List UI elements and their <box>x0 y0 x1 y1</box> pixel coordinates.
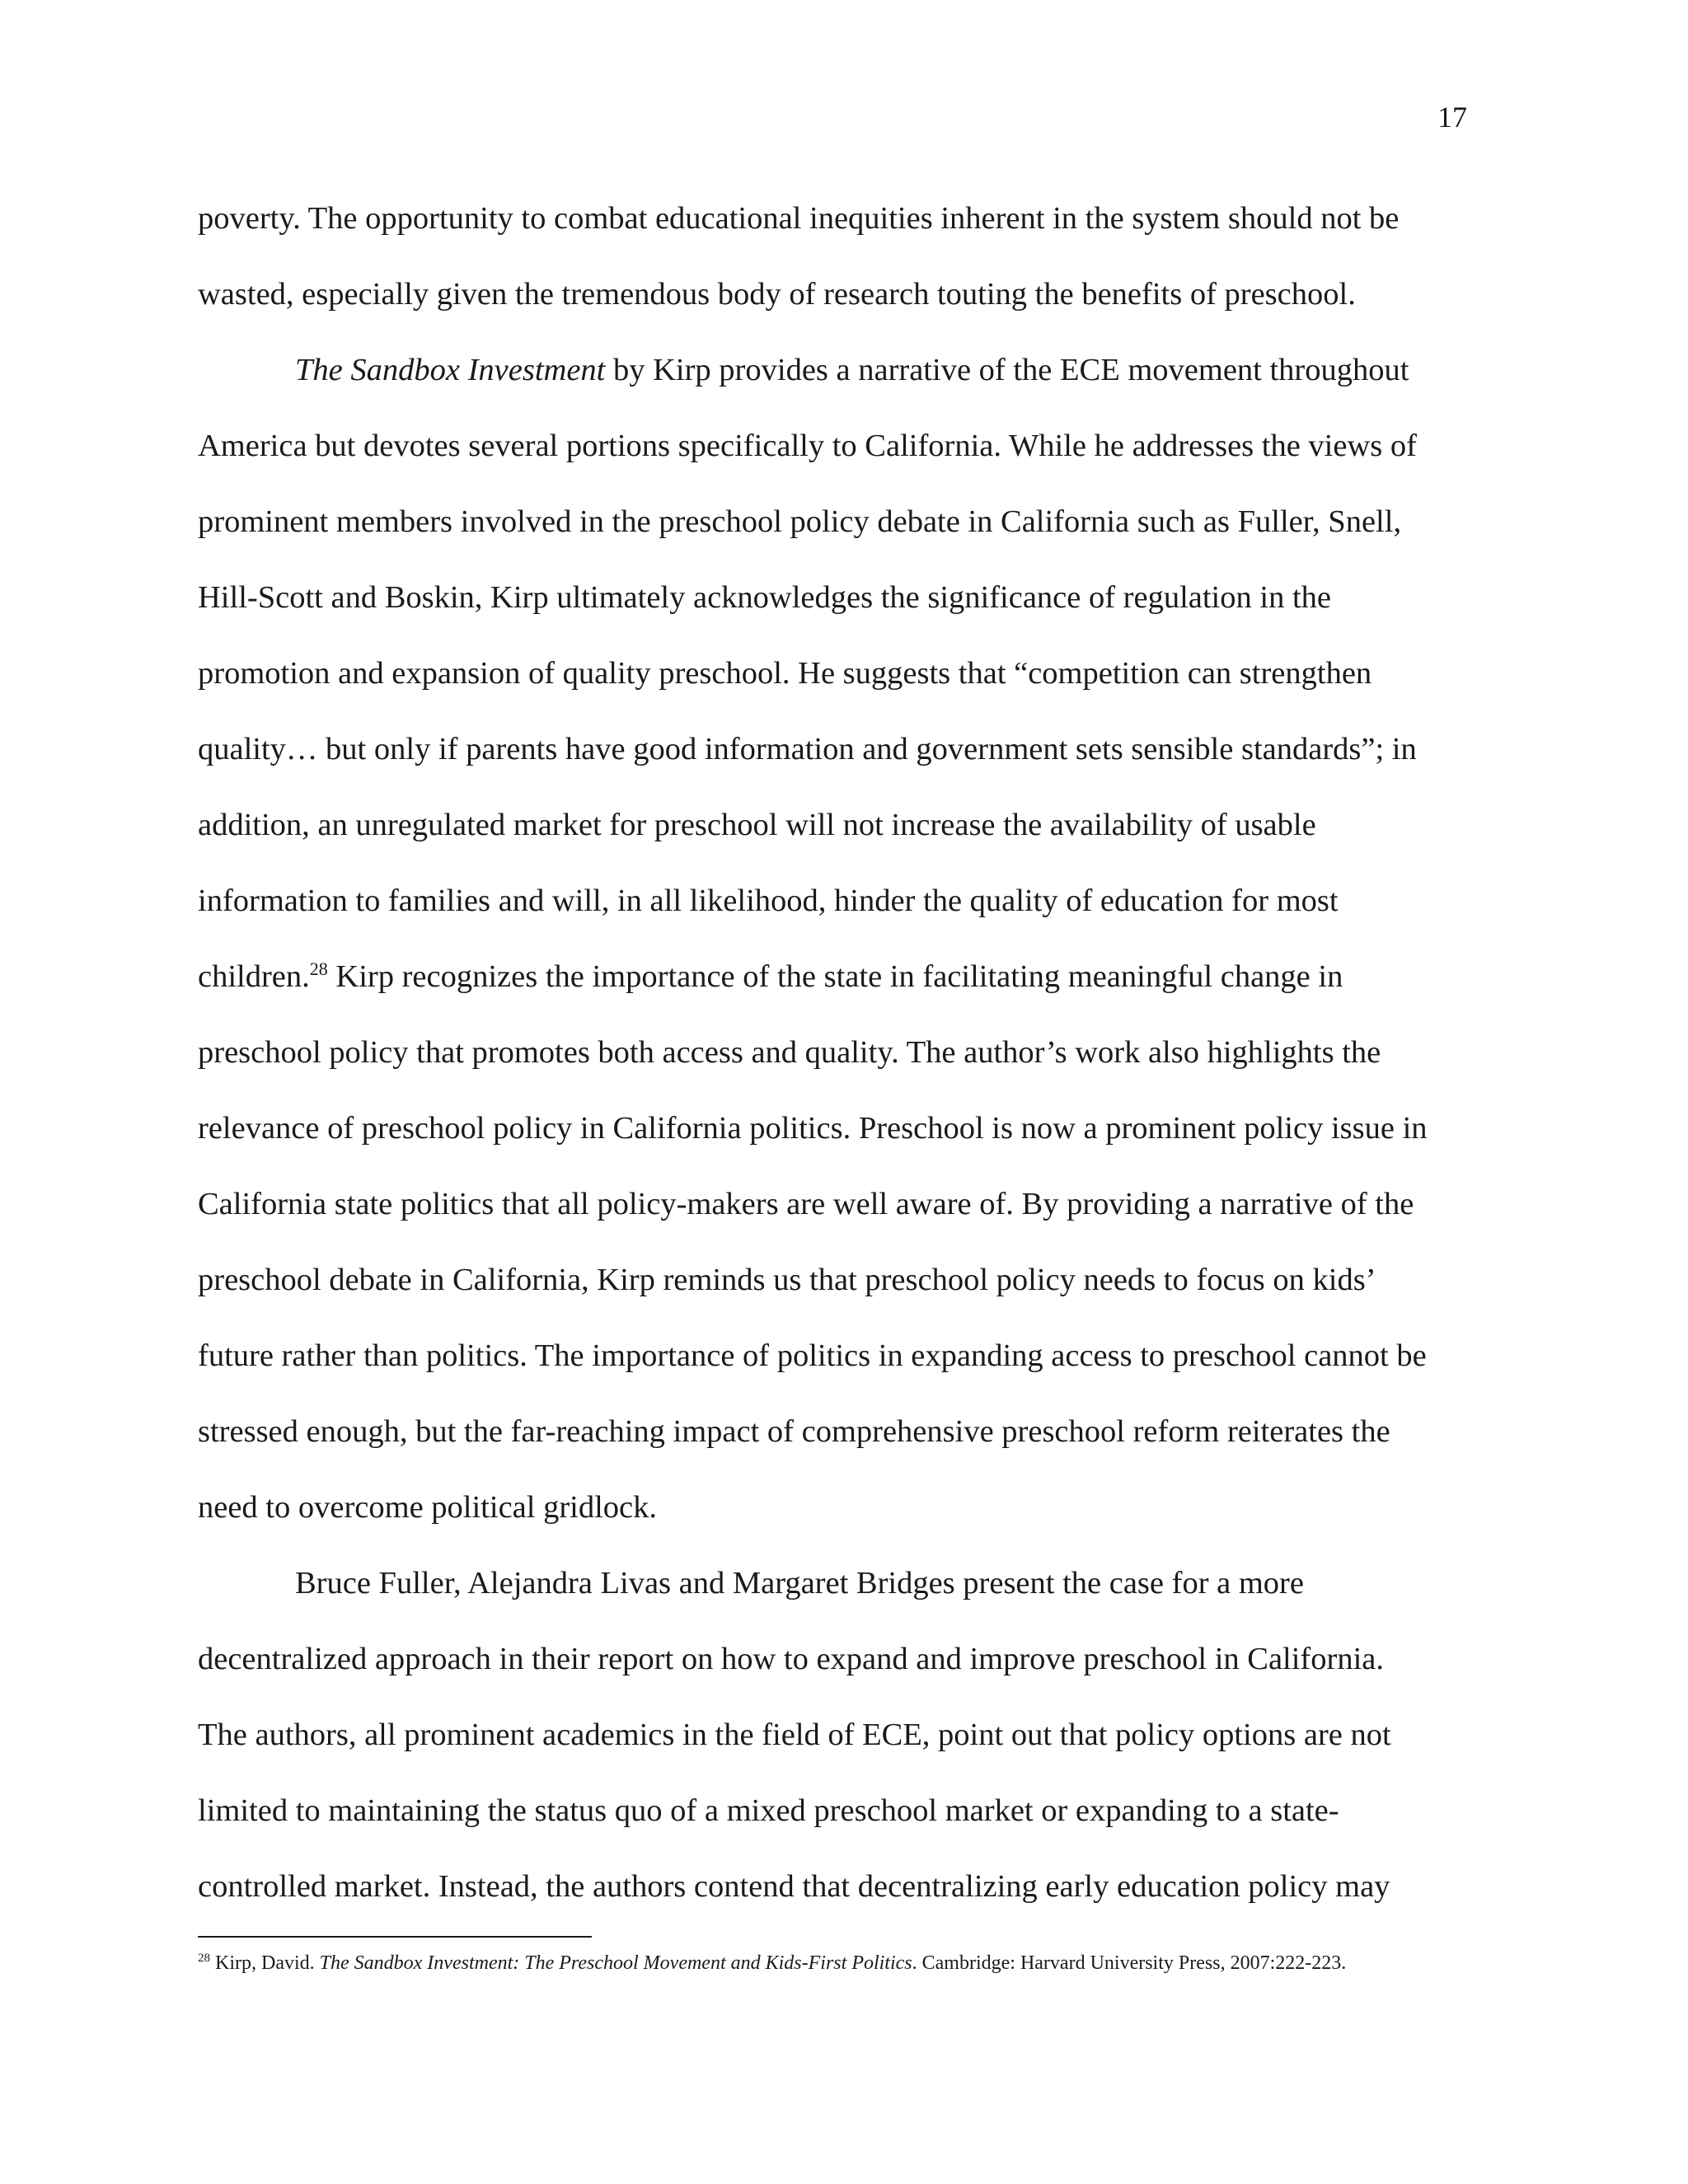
body-line: addition, an unregulated market for preschool will not increase the availability of usable <box>198 808 1316 842</box>
body-line: Hill-Scott and Boskin, Kirp ultimately acknowledges the significance of regulation in the <box>198 580 1331 615</box>
body-line: relevance of preschool policy in California politics. Preschool is now a prominent policy issue in <box>198 1111 1428 1146</box>
body-line: preschool debate in California, Kirp reminds us that preschool policy needs to focus on kids’ <box>198 1263 1376 1297</box>
footnote-separator <box>198 1936 592 1938</box>
footnote-author: Kirp, David. <box>210 1952 320 1974</box>
body-line: America but devotes several portions specifically to California. While he addresses the views of <box>198 429 1417 463</box>
body-line: The authors, all prominent academics in the field of ECE, point out that policy options are not <box>198 1718 1391 1752</box>
footnote <box>198 1950 1500 1976</box>
footnote-number: 28 <box>198 1952 210 1965</box>
footnote-reference: 28 <box>309 958 328 980</box>
body-line: poverty. The opportunity to combat educational inequities inherent in the system should not be <box>198 201 1400 236</box>
body-line: controlled market. Instead, the authors contend that decentralizing early education policy may <box>198 1869 1390 1904</box>
body-line: California state politics that all policy-makers are well aware of. By providing a narrative of the <box>198 1187 1414 1221</box>
book-title: The Sandbox Investment <box>295 353 606 387</box>
body-line: information to families and will, in all likelihood, hinder the quality of education for most <box>198 883 1339 918</box>
footnote-title: The Sandbox Investment: The Preschool Movement and Kids-First Politics <box>319 1952 912 1974</box>
body-line: decentralized approach in their report on how to expand and improve preschool in California. <box>198 1642 1384 1676</box>
body-line: prominent members involved in the preschool policy debate in California such as Fuller, Snell, <box>198 504 1402 539</box>
body-line <box>198 341 1484 417</box>
body-line-text: Kirp recognizes the importance of the state in facilitating meaningful change in <box>327 959 1343 994</box>
body-line: stressed enough, but the far-reaching impact of comprehensive preschool reform reiterates the <box>198 1414 1390 1449</box>
page-number: 17 <box>1437 101 1467 134</box>
body-line: promotion and expansion of quality preschool. He suggests that “competition can strengthen <box>198 656 1372 691</box>
body-line: wasted, especially given the tremendous body of research touting the benefits of preschool. <box>198 277 1356 312</box>
body-line-text: children. <box>198 959 310 994</box>
footnote-publication: . Cambridge: Harvard University Press, 2007:222-223. <box>912 1952 1347 1974</box>
body-line: need to overcome political gridlock. <box>198 1490 657 1525</box>
body-line <box>198 948 1484 1024</box>
body-line: quality… but only if parents have good information and government sets sensible standards”; in <box>198 732 1417 766</box>
body-line: limited to maintaining the status quo of a mixed preschool market or expanding to a state- <box>198 1793 1339 1828</box>
body-line: Bruce Fuller, Alejandra Livas and Margaret Bridges present the case for a more <box>295 1566 1304 1601</box>
body-line: future rather than politics. The importance of politics in expanding access to preschool cannot be <box>198 1338 1427 1373</box>
body-text <box>198 190 1484 1933</box>
body-line: preschool policy that promotes both access and quality. The author’s work also highlights the <box>198 1035 1381 1070</box>
body-line-text: by Kirp provides a narrative of the ECE movement throughout <box>605 353 1409 387</box>
